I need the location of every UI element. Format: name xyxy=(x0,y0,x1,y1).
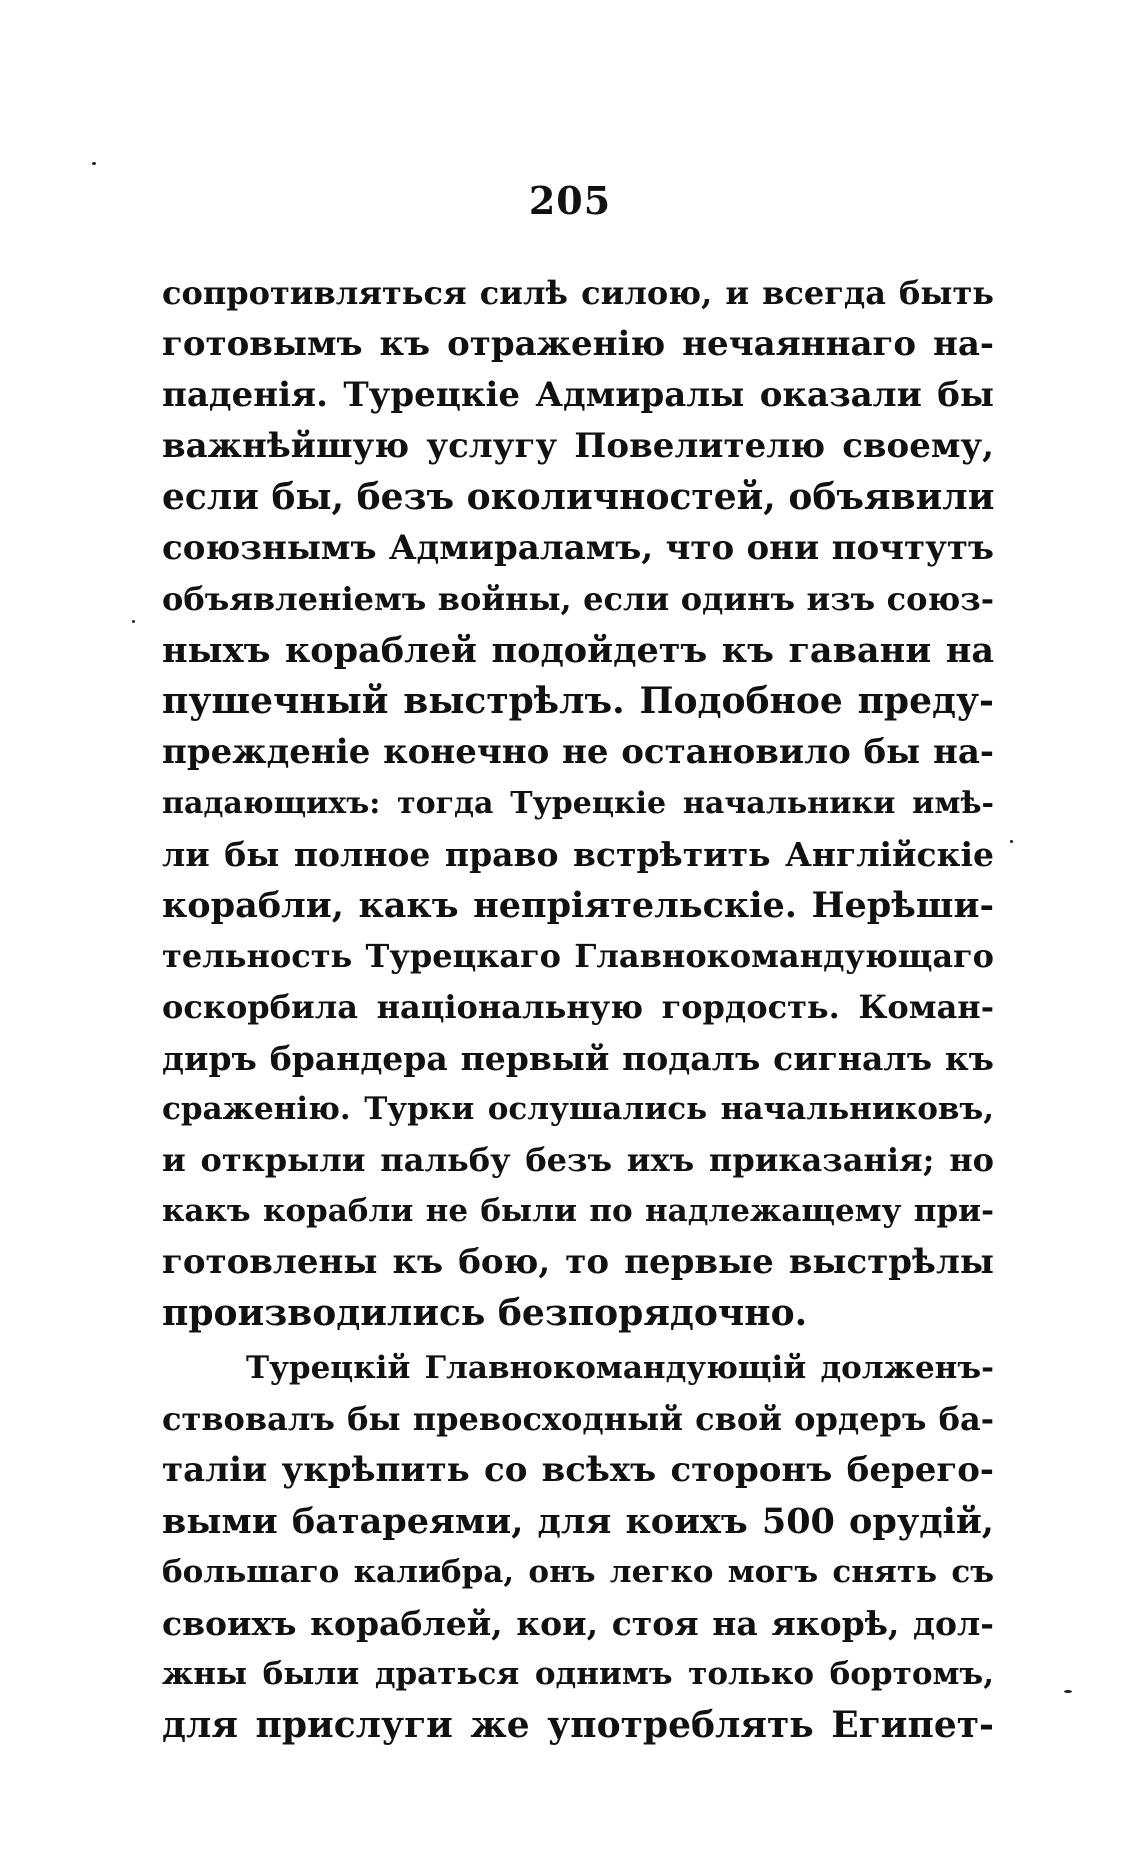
paragraph-1 xyxy=(162,268,994,1751)
text-line: тельность Турецкаго Главнокомандующаго xyxy=(162,937,994,975)
text-line: готовлены къ бою, то первые выстрѣлы xyxy=(162,1242,994,1282)
text-line: союзнымъ Адмираламъ, что они почтутъ xyxy=(162,528,994,568)
text-line: диръ брандера первый подалъ сигналъ къ xyxy=(162,1039,994,1078)
text-line: ныхъ кораблей подойдетъ къ гавани на xyxy=(162,630,994,671)
text-line: таліи укрѣпить со всѣхъ сторонъ берего- xyxy=(162,1450,994,1490)
scan-speck xyxy=(1010,840,1013,843)
text-line: падающихъ: тогда Турецкіе начальники имѣ- xyxy=(162,786,994,821)
text-line: сраженію. Турки ослушались начальниковъ, xyxy=(162,1091,994,1127)
scan-speck xyxy=(92,162,96,165)
text-line: своихъ кораблей, кои, стоя на якорѣ, дол- xyxy=(162,1604,994,1643)
text-line: большаго калибра, онъ легко могъ снять съ xyxy=(162,1554,994,1590)
text-line: прежденіе конечно не остановило бы на- xyxy=(162,732,994,772)
text-line: корабли, какъ непріятельскіе. Нерѣши- xyxy=(162,885,994,926)
text-line: ствовалъ бы превосходный свой ордеръ ба- xyxy=(162,1400,994,1438)
text-line: оскорбила національную гордость. Коман- xyxy=(162,988,994,1026)
text-line: жны были драться однимъ только бортомъ, xyxy=(162,1656,994,1692)
scan-speck xyxy=(132,620,135,623)
text-line: если бы, безъ околичностей, объявили xyxy=(162,476,994,518)
text-line: производились безпорядочно. xyxy=(162,1292,808,1334)
text-line: Турецкій Главнокомандующій долженъ- xyxy=(246,1350,994,1386)
text-line: готовымъ къ отраженію нечаяннаго на- xyxy=(162,324,994,364)
text-line: для прислуги же употреблять Египет- xyxy=(162,1704,994,1746)
text-line: пушечный выстрѣлъ. Подобное преду- xyxy=(162,680,994,722)
text-line: и открыли пальбу безъ ихъ приказанія; но xyxy=(162,1141,994,1179)
scan-speck xyxy=(1064,1690,1072,1693)
text-line: паденія. Турецкіе Адмиралы оказали бы xyxy=(162,375,994,415)
text-line: важнѣйшую услугу Повелителю своему, xyxy=(162,426,994,466)
text-line: сопротивляться силѣ силою, и всегда быть xyxy=(162,274,994,312)
text-line: какъ корабли не были по надлежащему при- xyxy=(162,1193,994,1229)
page-number: 205 xyxy=(528,178,612,223)
text-line: ли бы полное право встрѣтить Англійскіе xyxy=(162,835,994,874)
text-line: объявленіемъ войны, если одинъ изъ союз- xyxy=(162,580,994,618)
text-line: выми батареями, для коихъ 500 орудій, xyxy=(162,1501,994,1542)
paragraph-2 xyxy=(162,1343,994,1751)
